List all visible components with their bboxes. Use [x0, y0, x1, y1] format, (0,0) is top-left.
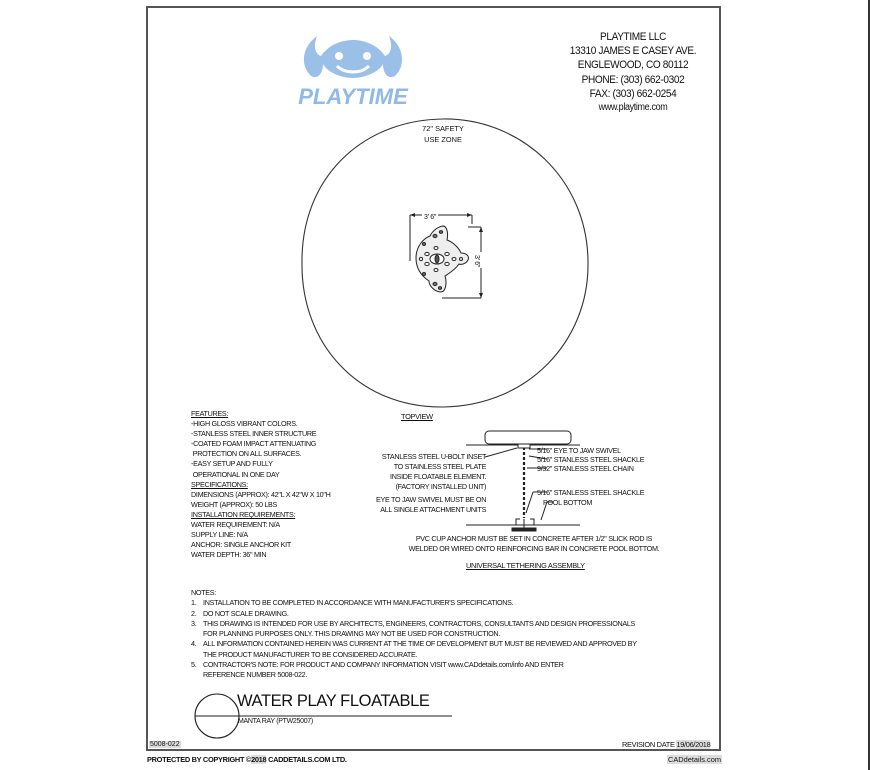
company-phone: PHONE: (303) 662-0302: [581, 73, 685, 86]
note-item: 4. ALL INFORMATION CONTAINED HEREIN WAS CURRENT AT THE TIME OF DEVELOPMENT BUT MUST BE REVIEWED AND APPROVED BY: [191, 639, 637, 649]
pvc-anchor-note: [384, 534, 684, 555]
tethering-assembly-title: UNIVERSAL TETHERING ASSEMBLY: [466, 561, 585, 570]
spec-item: WEIGHT (APPROX): 50 LBS: [191, 499, 278, 509]
note-item: FOR PLANNING PURPOSES ONLY. THIS DRAWING MAY NOT BE USED FOR CONSTRUCTION.: [203, 629, 501, 639]
revision-label: REVISION DATE: [622, 740, 677, 749]
swivel-label: 5/16" EYE TO JAW SWIVEL: [537, 446, 621, 455]
drawing-title: WATER PLAY FLOATABLE: [237, 692, 430, 710]
caddetails-link[interactable]: CADdetails.com: [668, 755, 721, 764]
note-item: 3. THIS DRAWING IS INTENDED FOR USE BY ARCHITECTS, ENGINEERS, CONTRACTORS, CONSULTANTS AND DESIGN PROFESSIONALS: [191, 618, 636, 628]
features-heading: FEATURES:: [191, 409, 229, 418]
feature-item: PROTECTION ON ALL SURFACES.: [191, 449, 302, 459]
manta-ray-floatable-icon: [416, 226, 469, 292]
safety-zone-line-2: USE ZONE: [424, 134, 462, 144]
swivel-note: EYE TO JAW SWIVEL MUST BE ON: [376, 495, 487, 505]
ubolt-label: STANLESS STEEL U-BOLT INSET: [381, 452, 487, 461]
install-item: WATER DEPTH: 36" MIN: [191, 550, 267, 560]
notes-block: [191, 588, 637, 681]
ubolt-label: (FACTORY INSTALLED UNIT): [395, 482, 487, 492]
playtime-logo-icon: [293, 28, 413, 110]
company-name: PLAYTIME LLC: [599, 31, 667, 43]
install-item: SUPPLY LINE: N/A: [191, 530, 248, 540]
copyright-notice: PROTECTED BY COPYRIGHT ©2018 CADDETAILS.COM LTD.: [147, 755, 347, 764]
specifications-heading: SPECIFICATIONS:: [191, 479, 248, 489]
svg-text:PLAYTIME: PLAYTIME: [298, 84, 408, 109]
revision-date: [622, 740, 710, 749]
install-item: WATER REQUIREMENT: N/A: [191, 520, 280, 530]
company-website[interactable]: www.playtime.com: [598, 102, 668, 114]
note-item: 5. CONTRACTOR'S NOTE: FOR PRODUCT AND COMPANY INFORMATION VISIT www.CADdetails.com/info AND ENTER: [191, 660, 564, 670]
top-view-title: TOPVIEW: [401, 412, 433, 421]
note-item: 2. DO NOT SCALE DRAWING.: [191, 608, 289, 618]
tethering-left-labels: [376, 452, 486, 516]
revision-date-value: 19/06/2018: [676, 740, 711, 749]
ubolt-label: INSIDE FLOATABLE ELEMENT.: [390, 472, 487, 482]
chain-label: 9/32" STANLESS STEEL CHAIN: [537, 464, 634, 473]
note-item: THE PRODUCT MANUFACTURER TO BE CONSIDERED ACCURATE.: [203, 649, 418, 659]
drawing-sheet: [146, 6, 721, 751]
spec-item: DIMENSIONS (APPROX): 42"L X 42"W X 10"H: [191, 489, 331, 499]
install-item: ANCHOR: SINGLE ANCHOR KIT: [191, 540, 291, 550]
shackle-label-bottom: 5/16" STANLESS STEEL SHACKLE: [537, 488, 645, 497]
company-address-1: 13310 JAMES E CASEY AVE.: [569, 45, 697, 58]
feature-item: -HIGH GLOSS VIBRANT COLORS.: [191, 419, 298, 429]
pvc-note-line: PVC CUP ANCHOR MUST BE SET IN CONCRETE AFTER 1/2" SLICK ROD IS: [415, 534, 653, 543]
feature-item: OPERATIONAL IN ONE DAY: [191, 469, 280, 479]
ubolt-label: TO STAINLESS STEEL PLATE: [393, 462, 487, 472]
width-dimension: 3' 6": [424, 214, 437, 221]
drawing-number: 5008-022: [150, 741, 180, 748]
features-block: [191, 409, 330, 560]
company-address-2: ENGLEWOOD, CO 80112: [577, 59, 689, 72]
safety-zone-label: [413, 124, 473, 145]
feature-item: -COATED FOAM IMPACT ATTENUATING: [191, 439, 316, 449]
height-dimension: 3' 6": [473, 255, 480, 268]
safety-zone-line-1: 72" SAFETY: [422, 124, 464, 133]
feature-item: -STANLESS STEEL INNER STRUCTURE: [191, 429, 317, 439]
swivel-note: ALL SINGLE ATTACHMENT UNITS: [380, 505, 487, 515]
shackle-label: 5/16" STANLESS STEEL SHACKLE: [537, 455, 645, 464]
feature-item: -EASY SETUP AND FULLY: [191, 459, 273, 469]
note-item: REFERENCE NUMBER 5008-022.: [203, 670, 308, 680]
drawing-subtitle: MANTA RAY (PTW25007): [238, 718, 313, 725]
pvc-note-line: WELDED OR WIRED ONTO REINFORCING BAR IN CONCRETE POOL BOTTOM.: [408, 544, 660, 554]
installation-heading: INSTALLATION REQUIREMENTS:: [191, 509, 296, 519]
playtime-logo: [293, 28, 413, 110]
company-info: [530, 30, 737, 115]
company-fax: FAX: (303) 662-0254: [589, 87, 677, 100]
notes-heading: NOTES:: [191, 588, 216, 597]
note-item: 1. INSTALLATION TO BE COMPLETED IN ACCORDANCE WITH MANUFACTURER'S SPECIFICATIONS.: [191, 598, 514, 608]
pool-bottom-label: POOL BOTTOM: [543, 498, 593, 507]
